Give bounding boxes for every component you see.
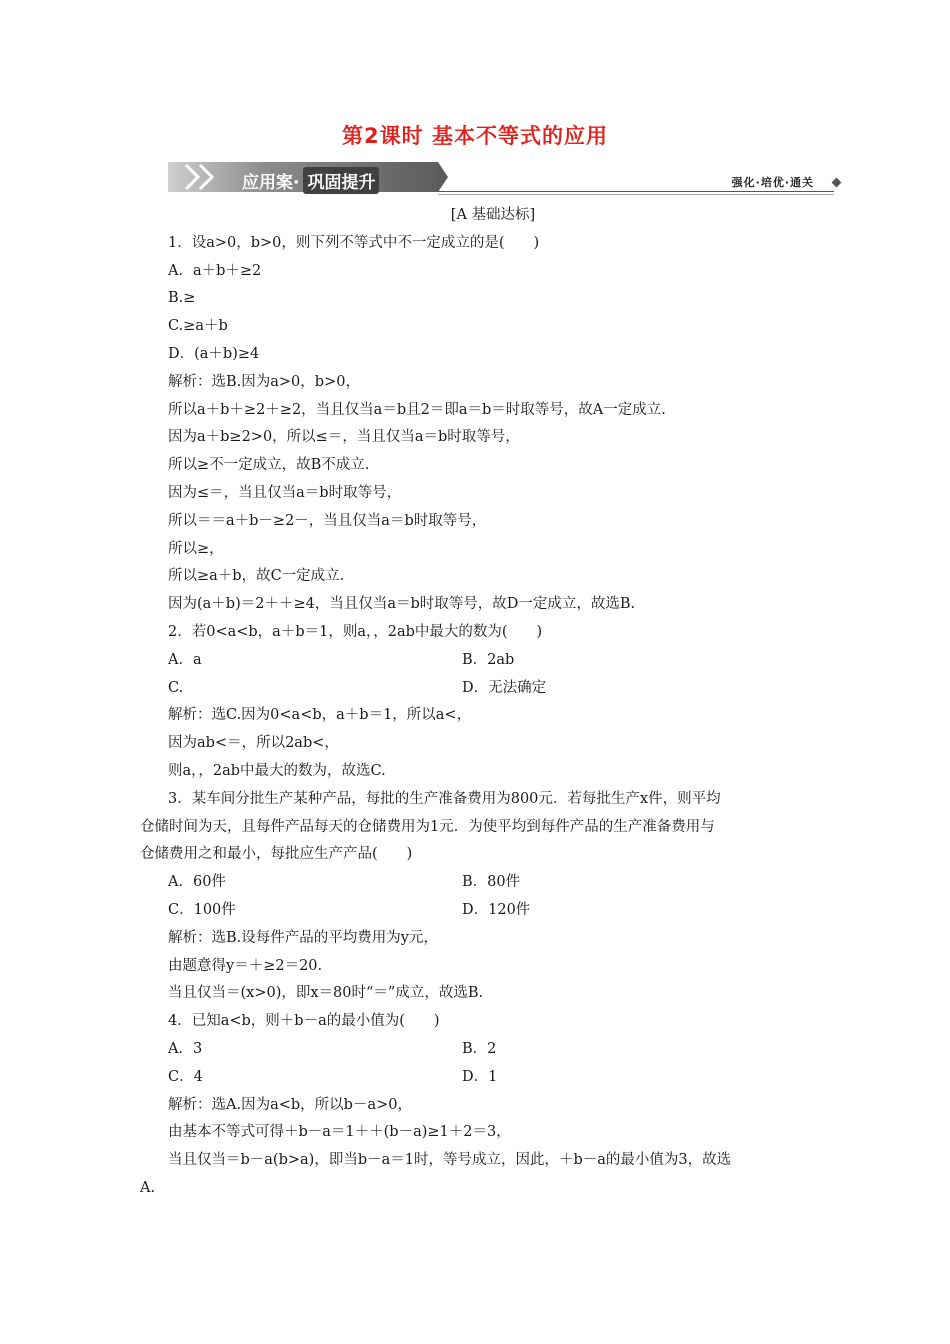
text-line: 解析：选B.设每件产品的平均费用为y元， bbox=[168, 929, 438, 946]
banner-right-label: 强化·培优·通关 bbox=[731, 176, 814, 189]
option: B．80件 bbox=[462, 874, 521, 891]
option: D．无法确定 bbox=[462, 679, 547, 696]
document-body bbox=[140, 202, 818, 1203]
option-row bbox=[168, 1064, 818, 1092]
text-line: 所以≥， bbox=[168, 540, 224, 557]
text-line: 由基本不等式可得＋b－a＝1＋＋(b－a)≥1＋2＝3， bbox=[168, 1124, 511, 1141]
banner-label-b: 巩固提升 bbox=[303, 167, 379, 194]
text-line: 3．某车间分批生产某种产品，每批的生产准备费用为800元．若每批生产x件，则平均 bbox=[168, 790, 721, 807]
banner-label-a: 应用案· bbox=[242, 173, 300, 193]
text-line: 2．若0<a<b，a＋b＝1，则a，，2ab中最大的数为( ) bbox=[168, 623, 543, 640]
option: B．2 bbox=[462, 1040, 497, 1057]
text-line: C.≥a＋b bbox=[168, 318, 228, 335]
option: D．120件 bbox=[462, 901, 531, 918]
option: C. bbox=[168, 679, 184, 696]
option: A．60件 bbox=[168, 874, 226, 891]
text-line: 所以≥a＋b，故C一定成立. bbox=[168, 568, 345, 585]
text-line: D．(a＋b)≥4 bbox=[168, 345, 260, 362]
text-line: 由题意得y＝＋≥2＝20. bbox=[168, 957, 323, 974]
text-line: 当且仅当＝(x>0)，即x＝80时“＝”成立，故选B. bbox=[168, 985, 484, 1002]
option: C．100件 bbox=[168, 901, 236, 918]
text-line: 因为a＋b≥2>0，所以≤＝，当且仅当a＝b时取等号， bbox=[168, 429, 520, 446]
text-line: 所以a＋b＋≥2＋≥2，当且仅当a＝b且2＝即a＝b＝时取等号，故A一定成立. bbox=[168, 401, 666, 418]
option-row bbox=[168, 675, 818, 703]
text-line: 所以≥不一定成立，故B不成立. bbox=[168, 457, 370, 474]
text-line: 解析：选B.因为a>0，b>0， bbox=[168, 373, 360, 390]
option: A．a bbox=[168, 651, 202, 668]
section-heading: [A 基础达标] bbox=[450, 207, 536, 223]
banner-rule bbox=[438, 191, 834, 192]
text-line: 仓储费用之和最小，每批应生产产品( ) bbox=[140, 846, 413, 863]
banner-rule-secondary bbox=[438, 194, 834, 195]
option-row bbox=[168, 1036, 818, 1064]
option: D．1 bbox=[462, 1068, 498, 1085]
text-line: 1．设a>0，b>0，则下列不等式中不一定成立的是( ) bbox=[168, 234, 540, 251]
text-line: 仓储时间为天，且每件产品每天的仓储费用为1元．为使平均到每件产品的生产准备费用与 bbox=[140, 818, 715, 835]
option-row bbox=[168, 897, 818, 925]
text-line: 则a，，2ab中最大的数为，故选C. bbox=[168, 762, 386, 779]
text-line: 4．已知a<b，则＋b－a的最小值为( ) bbox=[168, 1013, 440, 1030]
text-line: A．a＋b＋≥2 bbox=[168, 262, 262, 279]
diamond-icon bbox=[832, 178, 842, 188]
text-line: 解析：选A.因为a<b，所以b－a>0， bbox=[168, 1096, 412, 1113]
text-line: 因为≤＝，当且仅当a＝b时取等号， bbox=[168, 484, 402, 501]
text-line: 因为ab<＝，所以2ab<， bbox=[168, 735, 339, 752]
option-row bbox=[168, 869, 818, 897]
option: C．4 bbox=[168, 1068, 203, 1085]
section-banner bbox=[168, 162, 840, 196]
text-line: 所以＝＝a＋b－≥2－，当且仅当a＝b时取等号， bbox=[168, 512, 487, 529]
option: A．3 bbox=[168, 1040, 203, 1057]
text-line: 因为(a＋b)＝2＋＋≥4，当且仅当a＝b时取等号，故D一定成立，故选B. bbox=[168, 596, 636, 613]
text-line: 当且仅当＝b－a(b>a)，即当b－a＝1时，等号成立，因此，＋b－a的最小值为3，故选 bbox=[168, 1152, 732, 1169]
option: B．2ab bbox=[462, 651, 515, 668]
page-title: 第2课时 基本不等式的应用 bbox=[342, 124, 608, 148]
text-line: 解析：选C.因为0<a<b，a＋b＝1，所以a<， bbox=[168, 707, 472, 724]
text-line: B.≥ bbox=[168, 290, 196, 307]
text-line: A. bbox=[140, 1179, 156, 1196]
banner-title bbox=[242, 167, 379, 194]
option-row bbox=[168, 647, 818, 675]
